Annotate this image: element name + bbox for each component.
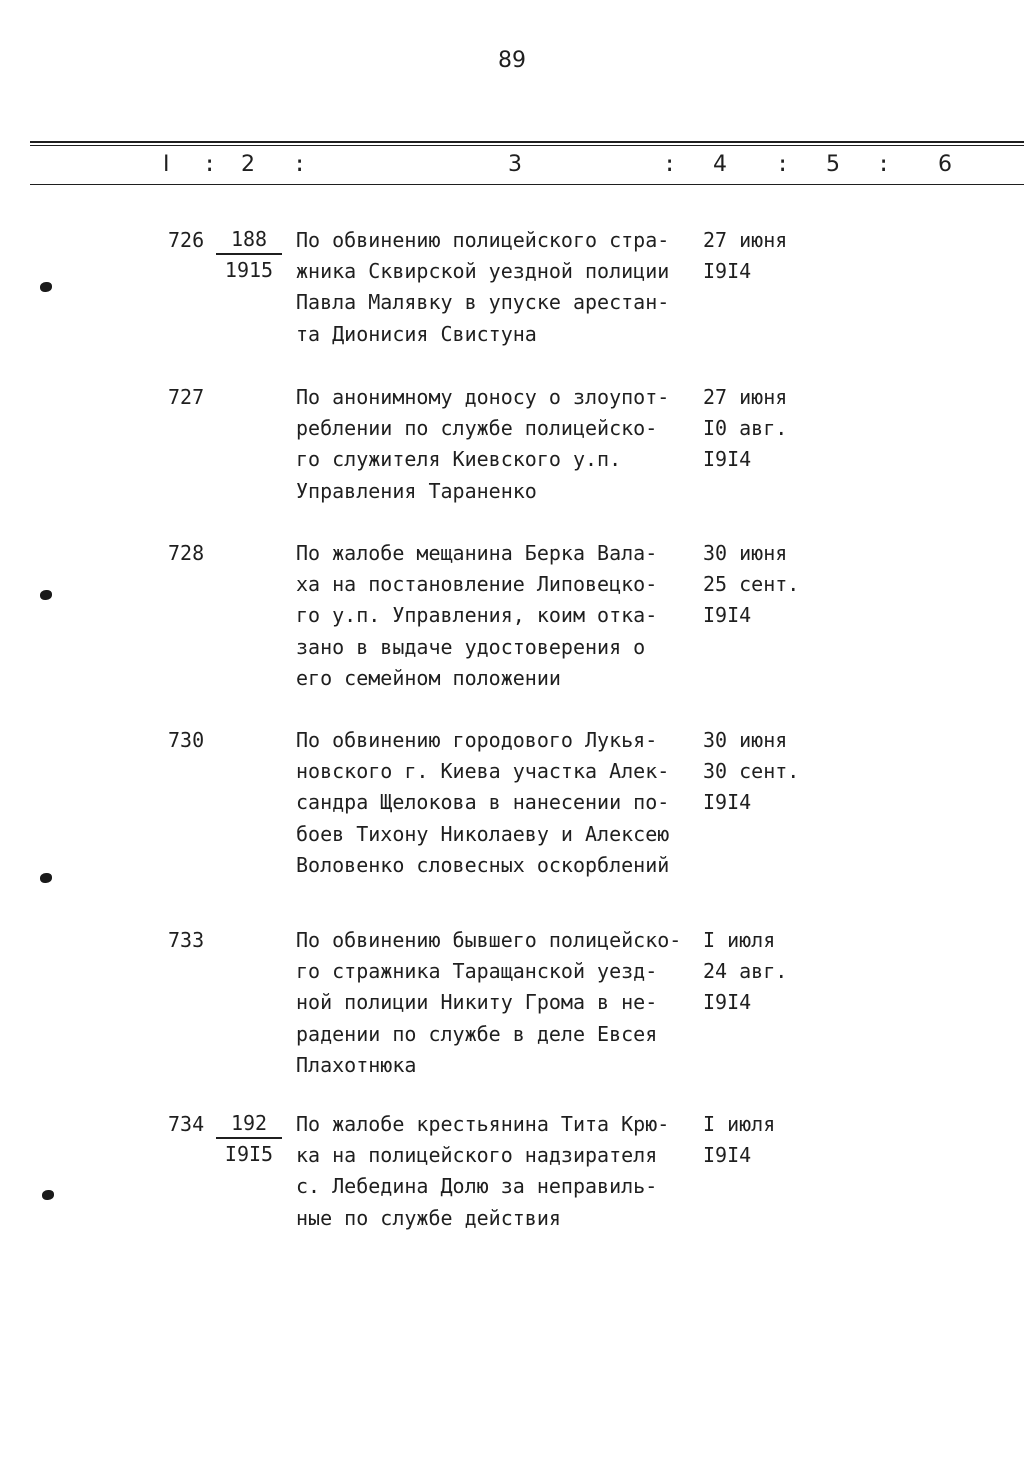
column-separator: : xyxy=(203,152,217,177)
record-dates: 27 июня I0 авг. I9I4 xyxy=(703,385,788,472)
case-reference xyxy=(216,1109,282,1170)
record-dates: I июля I9I4 xyxy=(703,1112,776,1168)
page-number: 89 xyxy=(498,48,526,73)
column-separator: : xyxy=(293,152,307,177)
case-year: I9I5 xyxy=(224,1142,274,1166)
record-number: 730 xyxy=(168,728,205,752)
column-separator: : xyxy=(776,152,790,177)
header-rule-bottom xyxy=(30,184,1024,185)
case-number: 188 xyxy=(216,225,282,255)
record-description: По обвинению городового Лукья- новского г. Киева участка Алек- сандра Щелокова в нанесении по- боев Тихону Николаеву и Алексею Воловенко словесных оскорблений xyxy=(296,728,670,877)
record-description: По жалобе крестьянина Тита Крю- ка на полицейского надзирателя с. Лебедина Долю за неправиль- ные по службе действия xyxy=(296,1112,670,1230)
header-rule-top xyxy=(30,141,1024,143)
record-number: 728 xyxy=(168,541,205,565)
record-description: По обвинению бывшего полицейско- го стражника Таращанской уезд- ной полиции Никиту Грома в не- радении по службе в деле Евсея Плахотнюка xyxy=(296,928,682,1077)
column-header-3: 3 xyxy=(508,152,522,177)
record-dates: 30 июня 25 сент. I9I4 xyxy=(703,541,800,628)
record-number: 726 xyxy=(168,228,205,252)
record-description: По анонимному доносу о злоупот- реблении по службе полицейско- го служителя Киевского у.п. Управления Тараненко xyxy=(296,385,670,503)
record-description: По обвинению полицейского стра- жника Сквирской уездной полиции Павла Малявку в упуске арестан- та Дионисия Свистуна xyxy=(296,228,670,346)
header-rule-top-thin xyxy=(30,145,1024,146)
record-dates: 27 июня I9I4 xyxy=(703,228,788,284)
case-year: 1915 xyxy=(224,258,274,282)
record-dates: I июля 24 авг. I9I4 xyxy=(703,928,788,1015)
record-number: 734 xyxy=(168,1112,205,1136)
record-number: 733 xyxy=(168,928,205,952)
binder-hole-mark xyxy=(42,1190,54,1200)
record-dates: 30 июня 30 сент. I9I4 xyxy=(703,728,800,815)
column-header-4: 4 xyxy=(713,152,727,177)
column-separator: : xyxy=(663,152,677,177)
column-header-6: 6 xyxy=(938,152,952,177)
record-description: По жалобе мещанина Берка Вала- ха на постановление Липовецко- го у.п. Управления, коим отка- зано в выдаче удостоверения о его семейном положении xyxy=(296,541,658,690)
binder-hole-mark xyxy=(40,590,52,600)
binder-hole-mark xyxy=(40,873,52,883)
column-header-5: 5 xyxy=(826,152,840,177)
case-number: 192 xyxy=(216,1109,282,1139)
case-reference xyxy=(216,225,282,286)
column-header-1: I xyxy=(163,152,170,177)
column-separator: : xyxy=(877,152,891,177)
column-header-2: 2 xyxy=(241,152,255,177)
record-number: 727 xyxy=(168,385,205,409)
binder-hole-mark xyxy=(40,282,52,292)
